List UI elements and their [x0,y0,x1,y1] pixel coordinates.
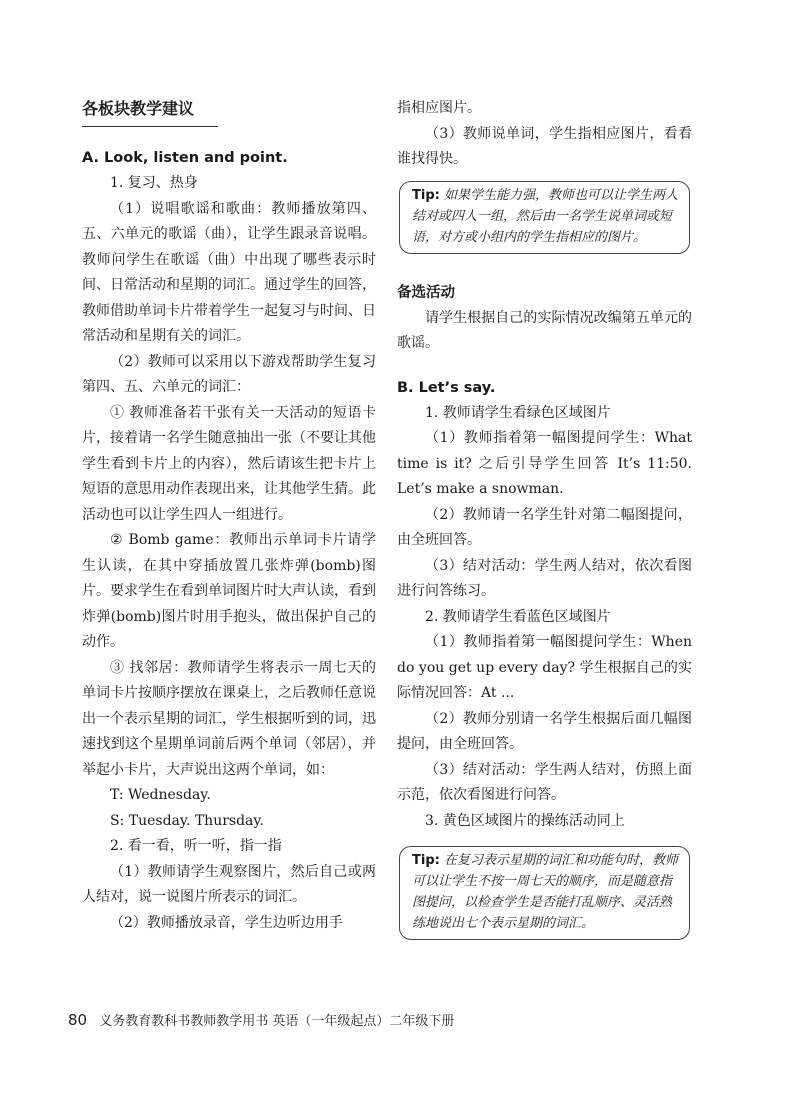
dialogue-line: T: Wednesday. [110,787,211,803]
tip-label: Tip: [412,853,440,868]
paragraph: （2）教师请一名学生针对第二幅图提问，由全班回答。 [397,506,692,548]
paragraph: （2）教师可以采用以下游戏帮助学生复习第四、五、六单元的词汇： [82,353,376,395]
paragraph: （1）教师请学生观察图片，然后自己或两人结对，说一说图片所表示的词汇。 [82,863,376,905]
paragraph: （3）教师说单词，学生指相应图片，看看谁找得快。 [397,125,692,167]
paragraph: （1）教师指着第一幅图提问学生：When do you get up every day? 学生根据自己的实际情况回答：At ... [397,634,692,701]
tip-box [399,846,690,940]
paragraph: 2. 教师请学生看蓝色区域图片 [425,608,611,625]
paragraph: ② Bomb game：教师出示单词卡片请学生认读，在其中穿插放置几张炸弹(bomb)图片。要求学生在看到单词图片时大声认读，看到炸弹(bomb)图片时用手抱头，做出保护自己的动作。 [82,532,376,650]
section-title: 各板块教学建议 [82,99,195,118]
left-column [82,96,376,936]
optional-activity-title: 备选活动 [397,284,455,301]
tip-body: 在复习表示星期的词汇和功能句时，教师可以让学生不按一周七天的顺序，而是随意指图提问，以检查学生是否能打乱顺序、灵活熟练地说出七个表示星期的词汇。 [412,853,678,931]
paragraph: 3. 黄色区域图片的操练活动同上 [425,812,625,829]
paragraph: 1. 教师请学生看绿色区域图片 [425,404,611,421]
paragraph: 2. 看一看，听一听，指一指 [110,838,282,854]
subsection-a-title: A. Look, listen and point. [82,150,288,166]
tip-label: Tip: [412,187,440,203]
paragraph: （2）教师分别请一名学生根据后面几幅图提问，由全班回答。 [397,710,692,752]
dialogue-line: S: Tuesday. Thursday. [110,812,264,829]
tip-body: 如果学生能力强，教师也可以让学生两人结对或四人一组，然后由一名学生说单词或短语，对方或小组内的学生指相应的图片。 [412,187,678,245]
paragraph: （2）教师播放录音，学生边听边用手 [110,914,343,931]
subsection-b-title: B. Let’s say. [397,379,496,396]
paragraph: （3）结对活动：学生两人结对，依次看图进行问答练习。 [397,557,692,599]
paragraph-continued: 指相应图片。 [397,100,481,116]
page-footer [68,1010,708,1032]
right-column [397,96,692,940]
paragraph: 1. 复习、热身 [110,175,198,191]
page-number: 80 [68,1011,88,1029]
paragraph: ① 教师准备若干张有关一天活动的短语卡片，接着请一名学生随意抽出一张（不要让其他学生看到卡片上的内容），然后请该生把卡片上短语的意思用动作表现出来，让其他学生猜。此活动也可以让学生四人一组进行。 [82,404,376,523]
book-title: 义务教育教科书教师教学用书 英语（一年级起点）二年级下册 [99,1014,455,1029]
paragraph: （1）教师指着第一幅图提问学生：What time is it? 之后引导学生回答 It’s 11:50. Let’s make a snowman. [397,430,692,497]
paragraph: ③ 找邻居：教师请学生将表示一周七天的单词卡片按顺序摆放在课桌上，之后教师任意说出一个表示星期的词汇，学生根据听到的词，迅速找到这个星期单词前后两个单词（邻居），并举起小卡片，大声说出这两个单词，如： [82,659,376,778]
tip-text [412,850,681,934]
tip-box [399,181,690,254]
paragraph: （1）说唱歌谣和歌曲：教师播放第四、五、六单元的歌谣（曲），让学生跟录音说唱。教师问学生在歌谣（曲）中出现了哪些表示时间、日常活动和星期的词汇。通过学生的回答，教师借助单词卡片带着学生一起复习与时间、日常活动和星期有关的词汇。 [82,200,376,344]
tip-text [412,185,681,248]
paragraph: 请学生根据自己的实际情况改编第五单元的歌谣。 [397,309,692,351]
section-title-underline [82,126,218,127]
paragraph: （3）结对活动：学生两人结对，仿照上面示范，依次看图进行问答。 [397,761,692,803]
